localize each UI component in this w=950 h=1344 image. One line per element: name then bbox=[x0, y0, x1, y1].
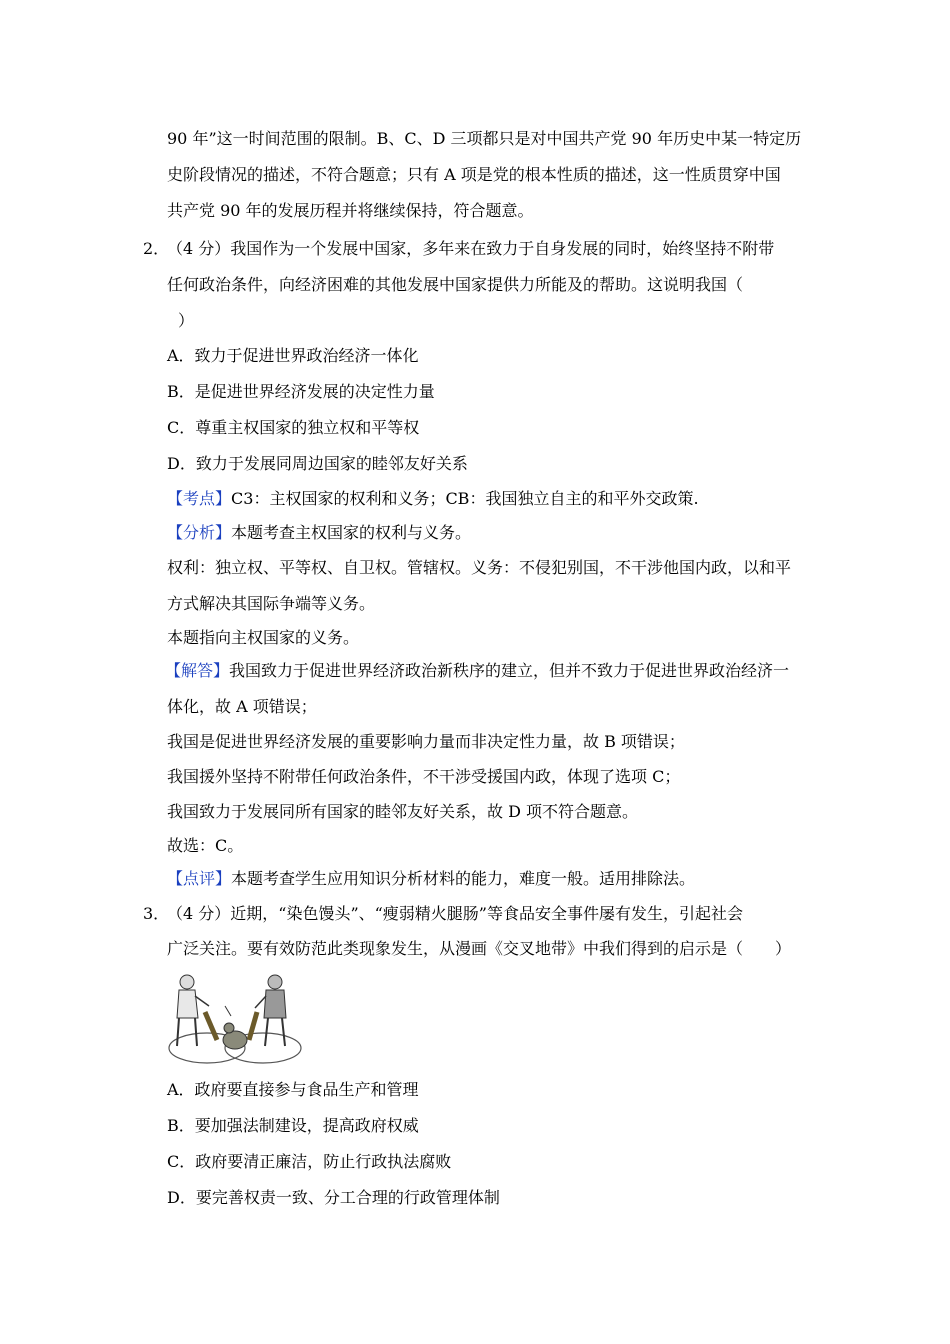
q3-option-b: B．要加强法制建设，提高政府权威 bbox=[167, 1116, 419, 1135]
jieda-line-5: 故选：C。 bbox=[167, 836, 244, 855]
fenxi-line-2: 方式解决其国际争端等义务。 bbox=[167, 594, 376, 613]
q2-stem-line-3: ） bbox=[178, 311, 195, 330]
q2-jieda bbox=[165, 660, 789, 682]
jieda-line-1: 体化，故 A 项错误； bbox=[167, 697, 317, 716]
jieda-line-3: 我国援外坚持不附带任何政治条件，不干涉受援国内政，体现了选项 C； bbox=[167, 767, 681, 786]
q2-option-a: A．致力于促进世界政治经济一体化 bbox=[167, 346, 419, 365]
intro-line-3: 共产党 90 年的发展历程并将继续保持，符合题意。 bbox=[167, 201, 534, 220]
question-3-number: 3． bbox=[143, 904, 170, 923]
jieda-line-4: 我国致力于发展同所有国家的睦邻友好关系，故 D 项不符合题意。 bbox=[167, 802, 639, 821]
q2-option-d: D．致力于发展同周边国家的睦邻友好关系 bbox=[167, 454, 468, 473]
q2-option-b: B．是促进世界经济发展的决定性力量 bbox=[167, 382, 435, 401]
q3-stem-line-2: 广泛关注。要有效防范此类现象发生，从漫画《交叉地带》中我们得到的启示是（ ） bbox=[167, 939, 792, 958]
dianping-tag: 【点评】 bbox=[167, 869, 232, 888]
jieda-tag: 【解答】 bbox=[165, 661, 230, 680]
q3-option-d: D．要完善权责一致、分工合理的行政管理体制 bbox=[167, 1188, 500, 1207]
q3-option-a: A．政府要直接参与食品生产和管理 bbox=[167, 1080, 419, 1099]
q2-option-c: C．尊重主权国家的独立权和平等权 bbox=[167, 418, 420, 437]
jieda-text: 我国致力于促进世界经济政治新秩序的建立，但并不致力于促进世界政治经济一 bbox=[229, 661, 790, 680]
q2-dianping bbox=[167, 868, 695, 890]
fenxi-line-3: 本题指向主权国家的义务。 bbox=[167, 628, 360, 647]
dianping-text: 本题考查学生应用知识分析材料的能力，难度一般。适用排除法。 bbox=[231, 869, 696, 888]
q3-option-c: C．政府要清正廉洁，防止行政执法腐败 bbox=[167, 1152, 452, 1171]
fenxi-text: 本题考查主权国家的权利与义务。 bbox=[231, 523, 472, 542]
kaodian-text: C3：主权国家的权利和义务；CB：我国独立自主的和平外交政策. bbox=[231, 489, 699, 508]
question-2-number: 2． bbox=[143, 239, 170, 258]
q2-fenxi bbox=[167, 522, 471, 544]
q2-stem-line-2: 任何政治条件，向经济困难的其他发展中国家提供力所能及的帮助。这说明我国（ bbox=[167, 275, 744, 294]
fenxi-tag: 【分析】 bbox=[167, 523, 232, 542]
q2-kaodian bbox=[167, 488, 699, 510]
intro-line-1: 90 年”这一时间范围的限制。B、C、D 三项都只是对中国共产党 90 年历史中某一特定历 bbox=[167, 129, 802, 148]
cartoon-illustration bbox=[165, 970, 305, 1067]
q2-stem-line-1: （4 分）我国作为一个发展中国家，多年来在致力于自身发展的同时，始终坚持不附带 bbox=[167, 239, 775, 258]
kaodian-tag: 【考点】 bbox=[167, 489, 232, 508]
intro-line-2: 史阶段情况的描述，不符合题意；只有 A 项是党的根本性质的描述，这一性质贯穿中国 bbox=[167, 165, 781, 184]
q3-stem-line-1: （4 分）近期，“染色馒头”、“瘦弱精火腿肠”等食品安全事件屡有发生，引起社会 bbox=[167, 904, 743, 923]
jieda-line-2: 我国是促进世界经济发展的重要影响力量而非决定性力量，故 B 项错误； bbox=[167, 732, 685, 751]
fenxi-line-1: 权利：独立权、平等权、自卫权。管辖权。义务：不侵犯别国，不干涉他国内政，以和平 bbox=[167, 558, 792, 577]
